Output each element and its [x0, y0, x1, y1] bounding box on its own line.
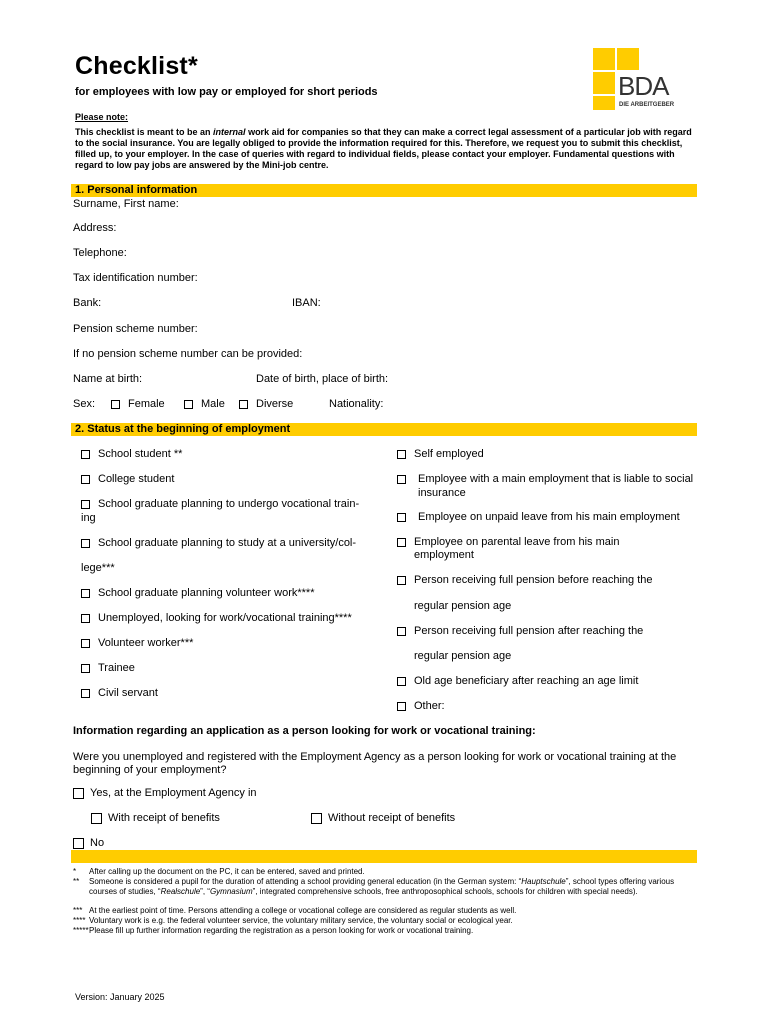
address-label: Address:	[73, 222, 117, 234]
status-pension-before-cont: regular pension age	[414, 600, 512, 612]
checkbox[interactable]	[81, 539, 90, 548]
checkbox[interactable]	[81, 500, 90, 509]
status-graduate-university-cont: lege***	[81, 562, 115, 574]
checkbox[interactable]	[397, 538, 406, 547]
checkbox[interactable]	[73, 838, 84, 849]
checkbox[interactable]	[81, 589, 90, 598]
footnote-5: ***** Please fill up further information regarding the registration as a person looking for work or vocational training.	[73, 926, 474, 935]
bank-label: Bank:	[73, 297, 102, 309]
dob-label: Date of birth, place of birth:	[256, 373, 389, 385]
note-emphasis: internal	[213, 127, 246, 137]
iban-label: IBAN:	[292, 297, 321, 309]
footnote-1: * After calling up the document on the PC, it can be entered, saved and printed.	[73, 867, 365, 876]
footnote-2: ** Someone is considered a pupil for the duration of attending a school providing general education (in the German system: “Hauptschule”, school types offering various courses of studies, “Realschule”, “Gymnasium”, integrated comprehensive schools, free anthroposophical schools, schools for children with special needs).	[73, 877, 675, 896]
female-checkbox[interactable]	[111, 400, 120, 409]
footnote-3: *** At the earliest point of time. Persons attending a college or vocational college are considered as regular students as well.	[73, 906, 517, 915]
svg-text:BDA: BDA	[618, 71, 669, 101]
checkbox[interactable]	[73, 788, 84, 799]
please-note-heading: Please note:	[75, 112, 129, 122]
status-pension-after-cont: regular pension age	[414, 650, 512, 662]
section1-title: 1. Personal information	[75, 184, 198, 196]
checkbox[interactable]	[91, 813, 102, 824]
male-label: Male	[201, 398, 225, 410]
sex-label: Sex:	[73, 398, 96, 410]
status-graduate-vocational-cont: ing	[81, 512, 96, 524]
diverse-label: Diverse	[256, 398, 294, 410]
checkbox[interactable]	[397, 677, 406, 686]
footnote-4: **** Voluntary work is e.g. the federal volunteer service, the voluntary military service, the voluntary social or ecological year.	[73, 916, 513, 925]
section2-title: 2. Status at the beginning of employment	[75, 423, 291, 435]
note-paragraph: This checklist is meant to be an internal work aid for companies so that they can make a correct legal assessment of a particular job with regard to the social insurance. You are legally obliged to provide the information required for this. Therefore, we request you to submit this checklist, filled up, to your employer. In the case of queries with regard to individual fields, please contact your employer. Fundamental questions with regard to low pay jobs are answered by the Mini-job centre.	[75, 127, 692, 170]
surname-label: Surname, First name:	[73, 198, 179, 210]
application-question: Were you unemployed and registered with the Employment Agency as a person looking for work or vocational training at the beginning of your employment?	[73, 751, 677, 776]
page-subtitle: for employees with low pay or employed for short periods	[75, 86, 378, 98]
pension-label: Pension scheme number:	[73, 323, 198, 335]
telephone-label: Telephone:	[73, 247, 127, 259]
version-label: Version: January 2025	[75, 992, 165, 1002]
name-at-birth-label: Name at birth:	[73, 373, 143, 385]
checkbox[interactable]	[397, 576, 406, 585]
checkbox[interactable]	[397, 450, 406, 459]
checkbox[interactable]	[81, 450, 90, 459]
status-main-employment-cont: insurance	[418, 487, 466, 499]
application-heading: Information regarding an application as a person looking for work or vocational training:	[73, 725, 536, 737]
nationality-label: Nationality:	[329, 398, 384, 410]
bottom-bar	[71, 850, 697, 863]
female-label: Female	[128, 398, 165, 410]
checkbox[interactable]	[397, 475, 406, 484]
checkbox[interactable]	[81, 614, 90, 623]
page-title: Checklist*	[75, 52, 198, 80]
checkbox[interactable]	[81, 639, 90, 648]
checkbox[interactable]	[81, 475, 90, 484]
male-checkbox[interactable]	[184, 400, 193, 409]
checkbox[interactable]	[397, 513, 406, 522]
checkbox[interactable]	[81, 664, 90, 673]
checkbox[interactable]	[397, 627, 406, 636]
svg-text:DIE ARBEITGEBER: DIE ARBEITGEBER	[619, 102, 675, 108]
no-pension-label: If no pension scheme number can be provided:	[73, 348, 303, 360]
tax-id-label: Tax identification number:	[73, 272, 198, 284]
checkbox[interactable]	[397, 702, 406, 711]
status-parental-leave-cont: employment	[414, 549, 474, 561]
bda-logo	[593, 48, 683, 112]
checkbox[interactable]	[311, 813, 322, 824]
checkbox[interactable]	[81, 689, 90, 698]
diverse-checkbox[interactable]	[239, 400, 248, 409]
